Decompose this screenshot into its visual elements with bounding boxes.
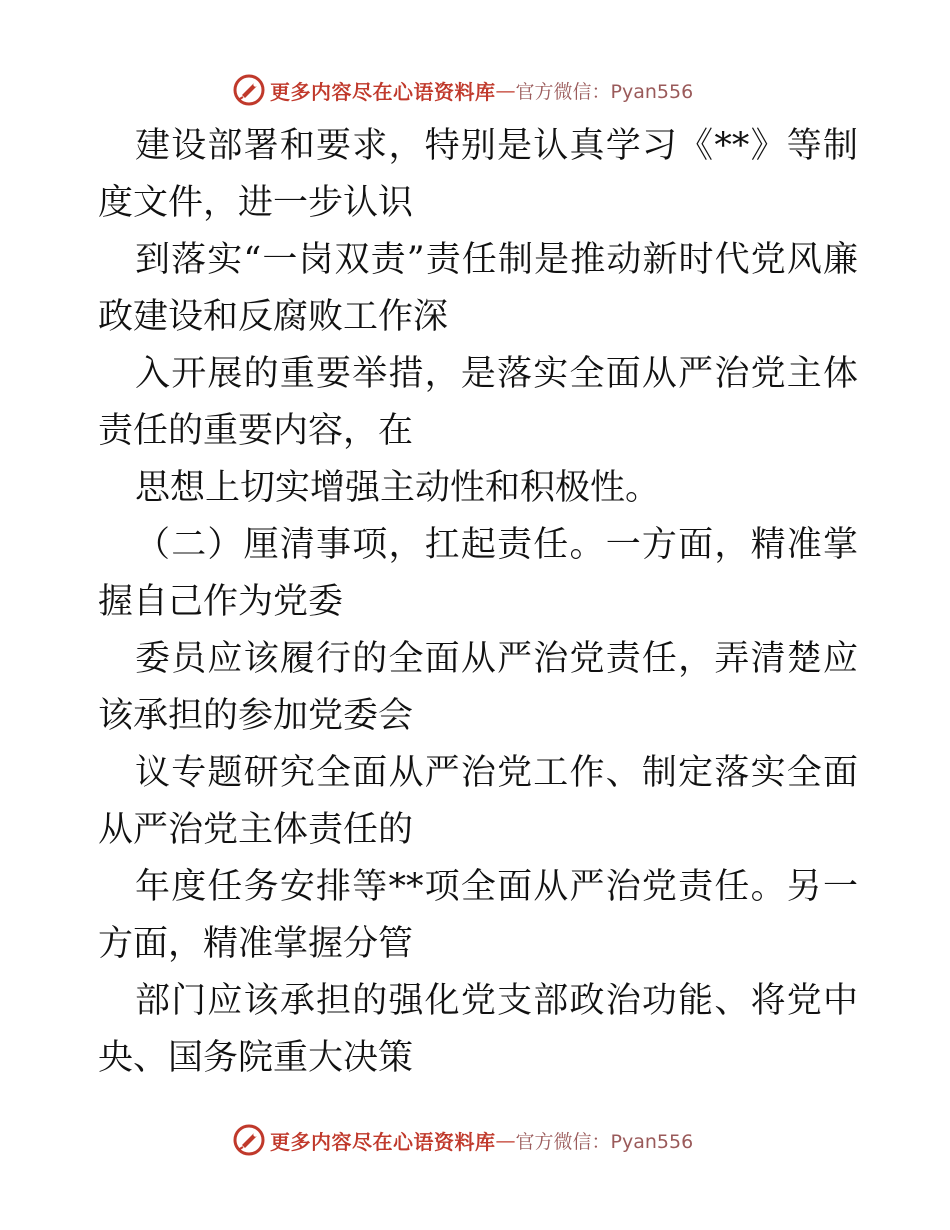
- paragraph: 思想上切实增强主动性和积极性。: [135, 468, 661, 508]
- paragraph: 部门应该承担的强化党支部政治功能、将党中央、国务院重大决策: [98, 981, 858, 1078]
- footer-watermark: [232, 1122, 693, 1158]
- paragraph: 议专题研究全面从严治党工作、制定落实全面从严治党主体责任的: [98, 753, 858, 850]
- watermark-site-text: 更多内容尽在心语资料库: [270, 79, 496, 104]
- paragraph: （二）厘清事项，扛起责任。一方面，精准掌握自己作为党委: [98, 525, 858, 622]
- pen-nib-icon: [232, 1123, 266, 1157]
- paragraph: 入开展的重要举措，是落实全面从严治党主体责任的重要内容，在: [98, 354, 858, 451]
- watermark-wechat-text: 官方微信：Pyan556: [515, 1130, 694, 1153]
- paragraph: 建设部署和要求，特别是认真学习《**》等制度文件，进一步认识: [98, 126, 858, 223]
- pen-nib-icon: [232, 73, 266, 107]
- paragraph: 到落实“一岗双责”责任制是推动新时代党风廉政建设和反腐败工作深: [98, 240, 858, 337]
- header-watermark: [232, 72, 693, 108]
- watermark-separator: —: [495, 78, 516, 102]
- watermark-site-text: 更多内容尽在心语资料库: [270, 1129, 496, 1154]
- watermark-wechat-text: 官方微信：Pyan556: [515, 80, 694, 103]
- watermark-separator: —: [495, 1128, 516, 1152]
- paragraph: 年度任务安排等**项全面从严治党责任。另一方面，精准掌握分管: [98, 867, 858, 964]
- document-body: [98, 118, 858, 1087]
- paragraph: 委员应该履行的全面从严治党责任，弄清楚应该承担的参加党委会: [98, 639, 858, 736]
